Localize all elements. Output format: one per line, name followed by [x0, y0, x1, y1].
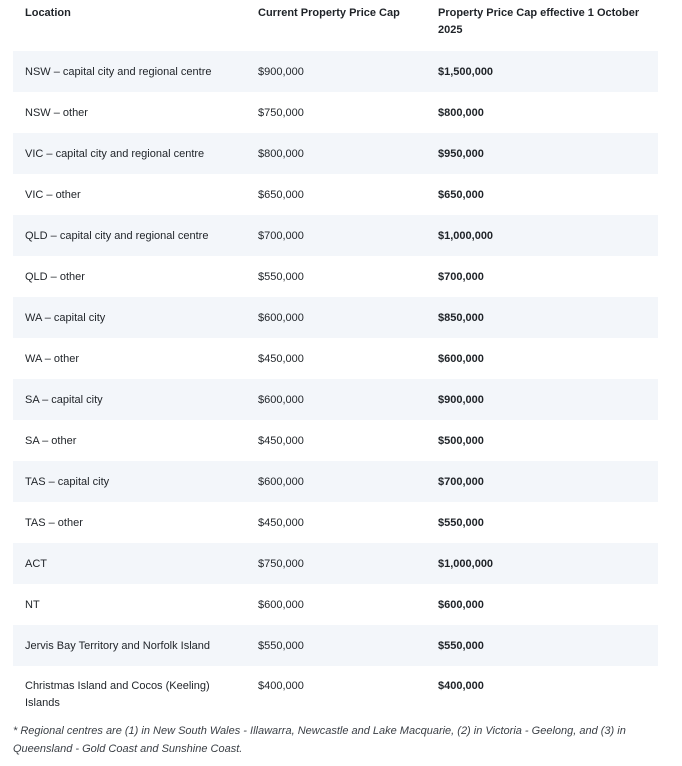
cell-current-cap: $550,000 — [258, 640, 304, 652]
cell-effective-cap: $650,000 — [438, 189, 484, 201]
cell-location: Christmas Island and Cocos (Keeling) Islands — [25, 680, 210, 709]
price-cap-table — [13, 0, 658, 717]
cell-effective-cap: $600,000 — [438, 353, 484, 365]
table-row — [13, 133, 658, 174]
cell-location: QLD – capital city and regional centre — [25, 230, 209, 242]
table-row — [13, 543, 658, 584]
cell-location: NSW – capital city and regional centre — [25, 66, 212, 78]
cell-effective-cap: $800,000 — [438, 107, 484, 119]
cell-location: ACT — [25, 558, 47, 570]
cell-location: QLD – other — [25, 271, 85, 283]
cell-current-cap: $450,000 — [258, 517, 304, 529]
cell-current-cap: $400,000 — [258, 680, 304, 692]
header-effective-cap: Property Price Cap effective 1 October 2025 — [438, 7, 640, 36]
cell-current-cap: $600,000 — [258, 599, 304, 611]
cell-current-cap: $750,000 — [258, 558, 304, 570]
table-row — [13, 174, 658, 215]
table-row — [13, 502, 658, 543]
table-row — [13, 297, 658, 338]
cell-location: WA – other — [25, 353, 80, 365]
cell-effective-cap: $700,000 — [438, 476, 484, 488]
cell-current-cap: $750,000 — [258, 107, 304, 119]
cell-current-cap: $800,000 — [258, 148, 304, 160]
table-row — [13, 584, 658, 625]
table-row — [13, 92, 658, 133]
cell-current-cap: $700,000 — [258, 230, 304, 242]
header-current-cap: Current Property Price Cap — [258, 7, 400, 19]
cell-location: WA – capital city — [25, 312, 106, 324]
table-row — [13, 625, 658, 666]
cell-effective-cap: $850,000 — [438, 312, 484, 324]
table-row — [13, 338, 658, 379]
cell-current-cap: $600,000 — [258, 312, 304, 324]
cell-effective-cap: $550,000 — [438, 517, 484, 529]
cell-location: SA – capital city — [25, 394, 103, 406]
regional-centres-footnote: * Regional centres are (1) in New South Wales - Illawarra, Newcastle and Lake Macquarie, (2) in Victoria - Geelong, and (3) in Queensland - Gold Coast and Sunshine Coast. — [13, 725, 626, 755]
cell-location: NSW – other — [25, 107, 88, 119]
cell-current-cap: $600,000 — [258, 476, 304, 488]
cell-location: VIC – other — [25, 189, 81, 201]
table-row — [13, 215, 658, 256]
cell-effective-cap: $700,000 — [438, 271, 484, 283]
table-row — [13, 256, 658, 297]
table-row — [13, 461, 658, 502]
cell-current-cap: $650,000 — [258, 189, 304, 201]
table-row — [13, 379, 658, 420]
cell-effective-cap: $550,000 — [438, 640, 484, 652]
cell-current-cap: $450,000 — [258, 353, 304, 365]
cell-location: TAS – other — [25, 517, 83, 529]
cell-location: Jervis Bay Territory and Norfolk Island — [25, 640, 211, 652]
cell-effective-cap: $1,000,000 — [438, 558, 494, 570]
cell-current-cap: $600,000 — [258, 394, 304, 406]
cell-effective-cap: $1,000,000 — [438, 230, 494, 242]
cell-effective-cap: $1,500,000 — [438, 66, 494, 78]
table-header-row — [13, 0, 658, 51]
cell-current-cap: $450,000 — [258, 435, 304, 447]
cell-location: NT — [25, 599, 40, 611]
cell-location: VIC – capital city and regional centre — [25, 148, 205, 160]
table-row — [13, 420, 658, 461]
header-location: Location — [25, 7, 71, 19]
cell-current-cap: $550,000 — [258, 271, 304, 283]
cell-effective-cap: $600,000 — [438, 599, 484, 611]
cell-effective-cap: $500,000 — [438, 435, 484, 447]
cell-effective-cap: $900,000 — [438, 394, 484, 406]
cell-location: TAS – capital city — [25, 476, 110, 488]
cell-location: SA – other — [25, 435, 77, 447]
table-row — [13, 51, 658, 92]
cell-current-cap: $900,000 — [258, 66, 304, 78]
table-row — [13, 666, 658, 717]
cell-effective-cap: $950,000 — [438, 148, 484, 160]
cell-effective-cap: $400,000 — [438, 680, 484, 692]
